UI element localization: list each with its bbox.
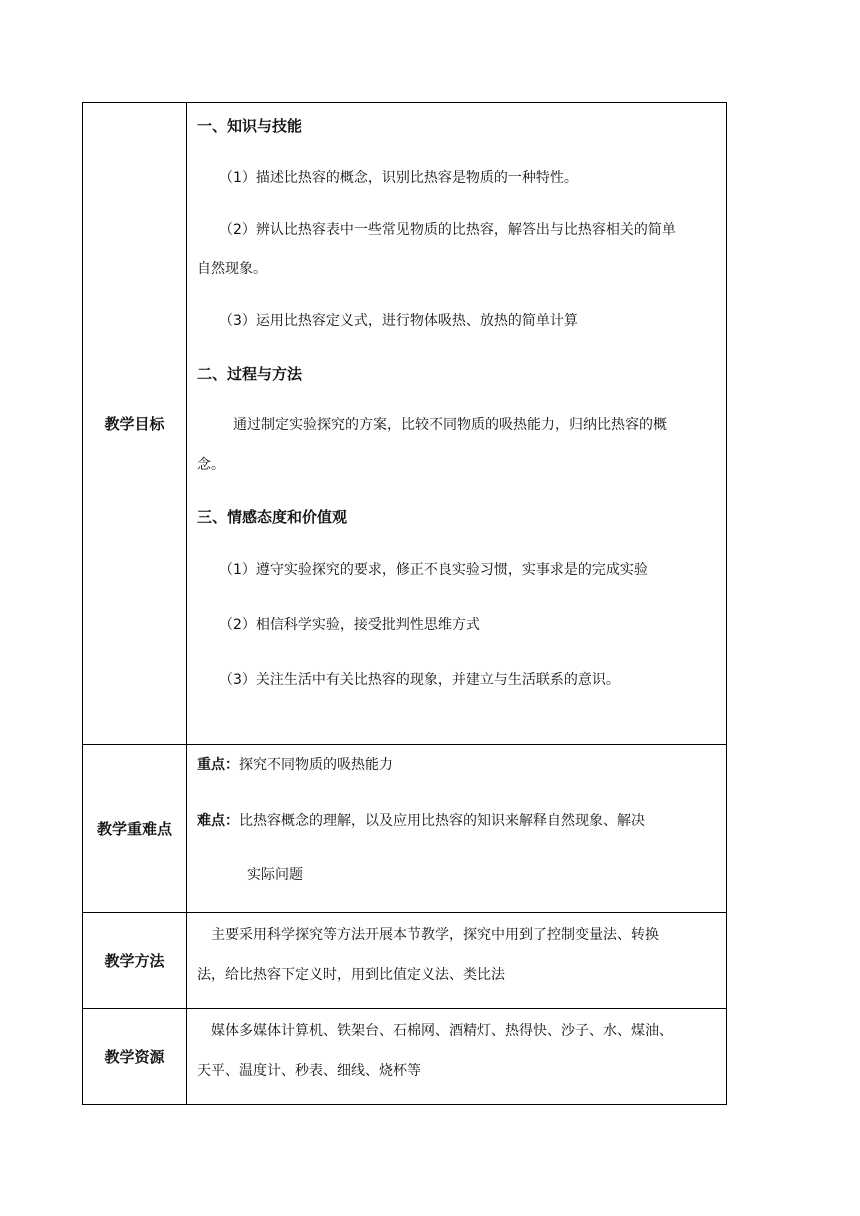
difficulty-text-line1: 比热容概念的理解，以及应用比热容的知识来解释自然现象、解决 [239, 813, 645, 829]
section2-para-line1: 通过制定实验探究的方案，比较不同物质的吸热能力，归纳比热容的概 [233, 417, 667, 433]
difficulty-label: 难点： [197, 813, 239, 829]
resources-line1: 媒体多媒体计算机、铁架台、石棉网、酒精灯、热得快、沙子、水、煤油、 [211, 1023, 673, 1039]
section3-item3: （3）关注生活中有关比热容的现象，并建立与生活联系的意识。 [219, 672, 620, 688]
resources-content [187, 1009, 727, 1105]
methods-label: 教学方法 [83, 913, 187, 1009]
section3-item2: （2）相信科学实验，接受批判性思维方式 [219, 617, 480, 633]
key-points-row [83, 745, 727, 913]
objectives-content [187, 103, 727, 745]
focus-text: 探究不同物质的吸热能力 [239, 757, 393, 773]
section1-item2-line2: 自然现象。 [197, 261, 267, 277]
focus-line [197, 755, 718, 775]
focus-label: 重点： [197, 757, 239, 773]
objectives-row [83, 103, 727, 745]
methods-row [83, 913, 727, 1009]
objectives-label: 教学目标 [83, 103, 187, 745]
section2-heading: 二、过程与方法 [197, 365, 303, 383]
section2-para-line2: 念。 [197, 457, 225, 473]
section1-item2-line1: （2）辨认比热容表中一些常见物质的比热容，解答出与比热容相关的简单 [219, 222, 676, 238]
key-points-content [187, 745, 727, 913]
resources-label: 教学资源 [83, 1009, 187, 1105]
methods-line1: 主要采用科学探究等方法开展本节教学，探究中用到了控制变量法、转换 [211, 927, 659, 943]
resources-row [83, 1009, 727, 1105]
section1-item1: （1）描述比热容的概念，识别比热容是物质的一种特性。 [219, 170, 578, 186]
section3-heading: 三、情感态度和价值观 [197, 508, 348, 526]
section1-item3: （3）运用比热容定义式，进行物体吸热、放热的简单计算 [219, 313, 578, 329]
difficulty-line [197, 811, 718, 831]
resources-line2: 天平、温度计、秒表、细线、烧杯等 [197, 1063, 421, 1079]
key-points-label: 教学重难点 [83, 745, 187, 913]
methods-content [187, 913, 727, 1009]
methods-line2: 法，给比热容下定义时，用到比值定义法、类比法 [197, 967, 505, 983]
section1-heading: 一、知识与技能 [197, 117, 303, 135]
lesson-plan-table [82, 102, 727, 1105]
section3-item1: （1）遵守实验探究的要求，修正不良实验习惯，实事求是的完成实验 [219, 562, 648, 578]
difficulty-text-line2: 实际问题 [247, 867, 303, 883]
